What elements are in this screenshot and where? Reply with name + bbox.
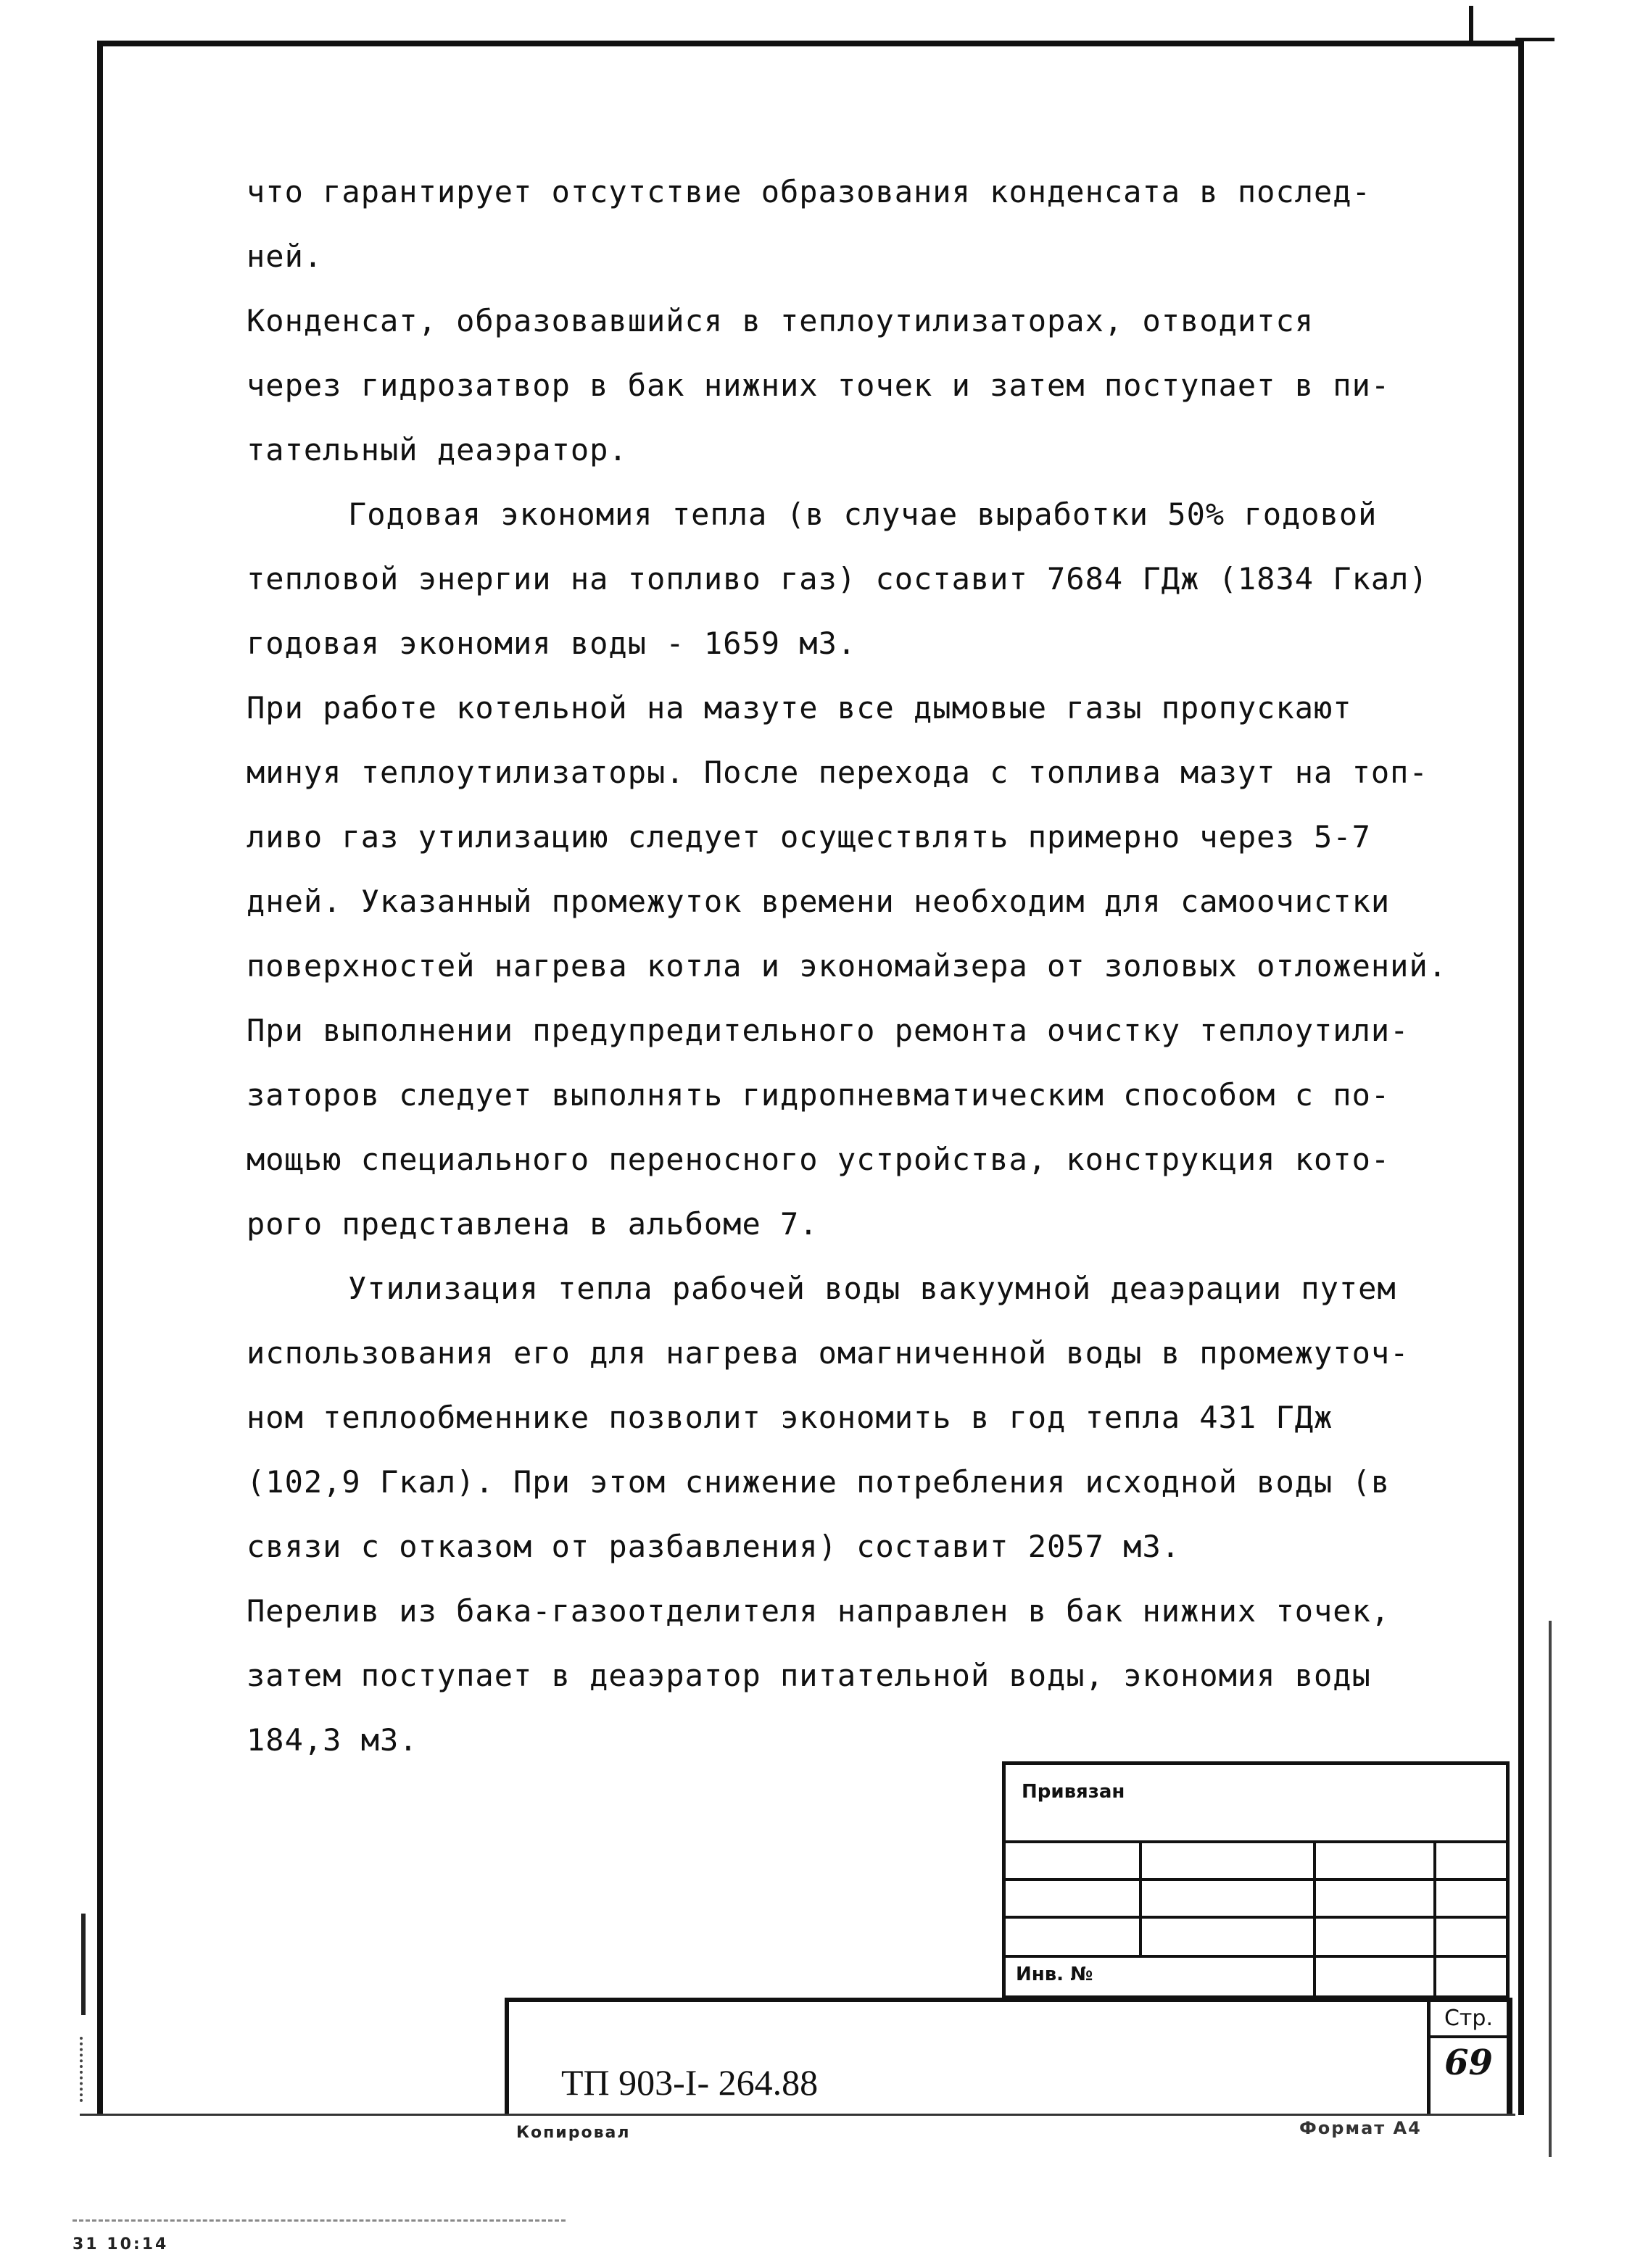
text-line: связи с отказом от разбавления) составит 2057 м3. [247, 1529, 1181, 1564]
left-margin-dots [80, 2037, 86, 2102]
text-line: минуя теплоутилизаторы. После перехода с топлива мазут на топ- [247, 755, 1428, 790]
stamp-row-line [1006, 1840, 1506, 1843]
stamp-row-line [1006, 1955, 1506, 1958]
left-margin-mark [81, 1914, 86, 2015]
text-line: ливо газ утилизацию следует осуществлять примерно через 5-7 [247, 819, 1371, 855]
page-number: 69 [1444, 2043, 1493, 2083]
top-tick-mark [1469, 6, 1473, 43]
text-line: Утилизация тепла рабочей воды вакуумной деаэрации путем [348, 1271, 1396, 1306]
stamp-row-line [1006, 1916, 1506, 1919]
footer-format: Формат А4 [1299, 2118, 1422, 2138]
stamp-col-line [1313, 1840, 1316, 2000]
text-line: Перелив из бака-газоотделителя направлен в бак нижних точек, [247, 1593, 1391, 1629]
footer-copied: Копировал [516, 2124, 631, 2142]
text-line: ней. [247, 238, 323, 274]
text-line: затем поступает в деаэратор питательной воды, экономия воды [247, 1658, 1371, 1693]
text-line: поверхностей нагрева котла и экономайзера от золовых отложений. [247, 948, 1448, 984]
text-line: При работе котельной на мазуте все дымовые газы пропускают [247, 690, 1352, 726]
text-line: использования его для нагрева омагниченной воды в промежуточ- [247, 1335, 1409, 1371]
text-line: дней. Указанный промежуток времени необходим для самоочистки [247, 884, 1391, 919]
stamp-table [1002, 1761, 1510, 1999]
page-cell [1427, 2002, 1507, 2114]
stamp-attached-label: Привязан [1022, 1781, 1125, 1803]
text-line: (102,9 Гкал). При этом снижение потребления исходной воды (в [247, 1464, 1391, 1500]
text-line: заторов следует выполнять гидропневматическим способом с по- [247, 1077, 1391, 1113]
text-line: мощью специального переносного устройства, конструкция кото- [247, 1142, 1391, 1177]
text-line: Конденсат, образовавшийся в теплоутилизаторах, отводится [247, 303, 1315, 338]
stamp-row-line [1006, 1878, 1506, 1881]
text-line: При выполнении предупредительного ремонта очистку теплоутили- [247, 1013, 1409, 1048]
text-line: ном теплообменнике позволит экономить в год тепла 431 ГДж [247, 1400, 1333, 1435]
text-line: рого представлена в альбоме 7. [247, 1206, 819, 1242]
stamp-inv-label: Инв. № [1016, 1964, 1093, 1985]
document-code: ТП 903-I- 264.88 [561, 2062, 819, 2103]
text-line: что гарантирует отсутствие образования конденсата в послед- [247, 174, 1371, 209]
stamp-col-line [1139, 1840, 1142, 1955]
footer-dash-line [73, 2219, 566, 2222]
text-line: тательный деаэратор. [247, 432, 628, 468]
right-margin-mark [1549, 1621, 1552, 2157]
page-label: Стр. [1431, 2002, 1507, 2038]
stamp-col-line [1433, 1840, 1436, 2000]
text-line: через гидрозатвор в бак нижних точек и затем поступает в пи- [247, 367, 1391, 403]
bottom-rule [80, 2114, 1515, 2116]
body-text [247, 159, 1508, 1772]
title-block [505, 1998, 1512, 2114]
text-line: тепловой энергии на топливо газ) составит 7684 ГДж (1834 Гкал) [247, 561, 1428, 597]
text-line: годовая экономия воды - 1659 м3. [247, 626, 857, 661]
text-line: Годовая экономия тепла (в случае выработки 50% годовой [348, 497, 1378, 532]
text-line: 184,3 м3. [247, 1722, 418, 1758]
footer-code: 31 10:14 [73, 2235, 169, 2254]
